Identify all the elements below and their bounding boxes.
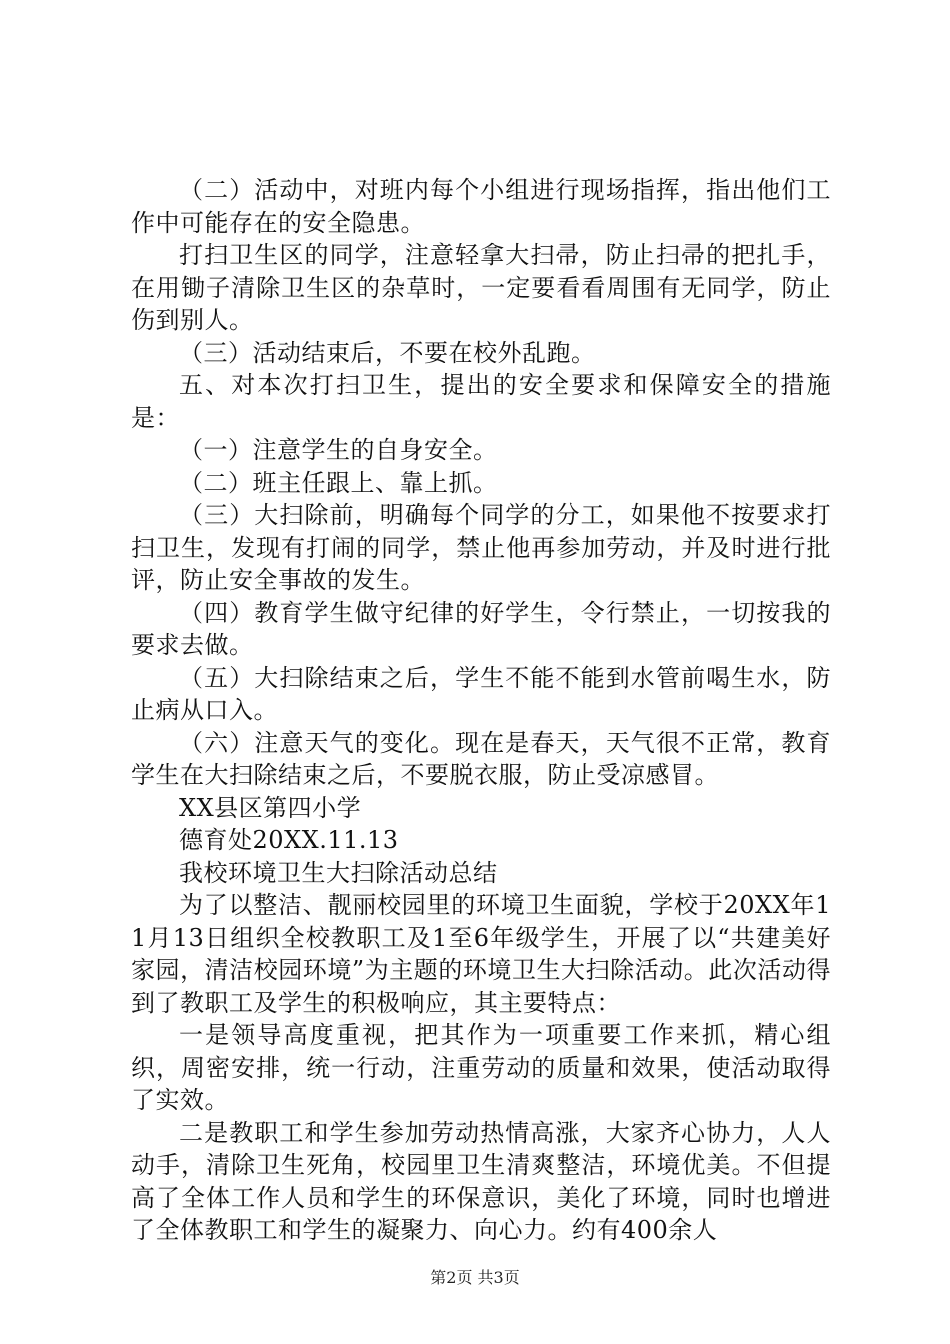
signature-school-name: XX县区第四小学 <box>179 793 362 822</box>
signature-office-date: 德育处20XX.11.13 <box>179 826 399 854</box>
paragraph-cleaning-area-safety: 打扫卫生区的同学，注意轻拿大扫帚，防止扫帚的把扎手，在用锄子清除卫生区的杂草时，一定要看看周围有无同学，防止伤到别人。 <box>131 241 831 334</box>
paragraph-measure-six: （六）注意天气的变化。现在是春天，天气很不正常，教育学生在大扫除结束之后，不要脱衣服，防止受凉感冒。 <box>131 728 831 789</box>
page-number-footer: 第2页 共3页 <box>430 1268 520 1287</box>
paragraph-summary-intro: 为了以整洁、靓丽校园里的环境卫生面貌，学校于20XX年11月13日组织全校教职工及1至6年级学生，开展了以“共建美好家园，清洁校园环境”为主题的环境卫生大扫除活动。此次活动得到了教职工及学生的积极响应，其主要特点： <box>131 891 831 1017</box>
paragraph-activity-supervision: （二）活动中，对班内每个小组进行现场指挥，指出他们工作中可能存在的安全隐患。 <box>131 176 831 237</box>
paragraph-measure-four: （四）教育学生做守纪律的好学生，令行禁止，一切按我的要求去做。 <box>131 598 831 659</box>
paragraph-feature-one: 一是领导高度重视，把其作为一项重要工作来抓，精心组织，周密安排，统一行动，注重劳动的质量和效果，使活动取得了实效。 <box>131 1021 831 1114</box>
summary-title: 我校环境卫生大扫除活动总结 <box>179 858 498 887</box>
paragraph-measure-three: （三）大扫除前，明确每个同学的分工，如果他不按要求打扫卫生，发现有打闹的同学，禁止他再参加劳动，并及时进行批评，防止安全事故的发生。 <box>131 501 831 594</box>
paragraph-measure-one: （一）注意学生的自身安全。 <box>179 436 498 464</box>
paragraph-feature-two: 二是教职工和学生参加劳动热情高涨，大家齐心协力，人人动手，清除卫生死角，校园里卫生清爽整洁，环境优美。不但提高了全体工作人员和学生的环保意识，美化了环境，同时也增进了全体教职工和学生的凝聚力、向心力。约有400余人 <box>131 1118 831 1244</box>
paragraph-section-five-heading: 五、对本次打扫卫生，提出的安全要求和保障安全的措施是： <box>131 371 831 432</box>
document-body <box>131 174 831 1247</box>
paragraph-measure-two: （二）班主任跟上、靠上抓。 <box>179 468 498 497</box>
paragraph-measure-five: （五）大扫除结束之后，学生不能不能到水管前喝生水，防止病从口入。 <box>131 663 831 724</box>
paragraph-after-activity: （三）活动结束后，不要在校外乱跑。 <box>179 338 596 367</box>
